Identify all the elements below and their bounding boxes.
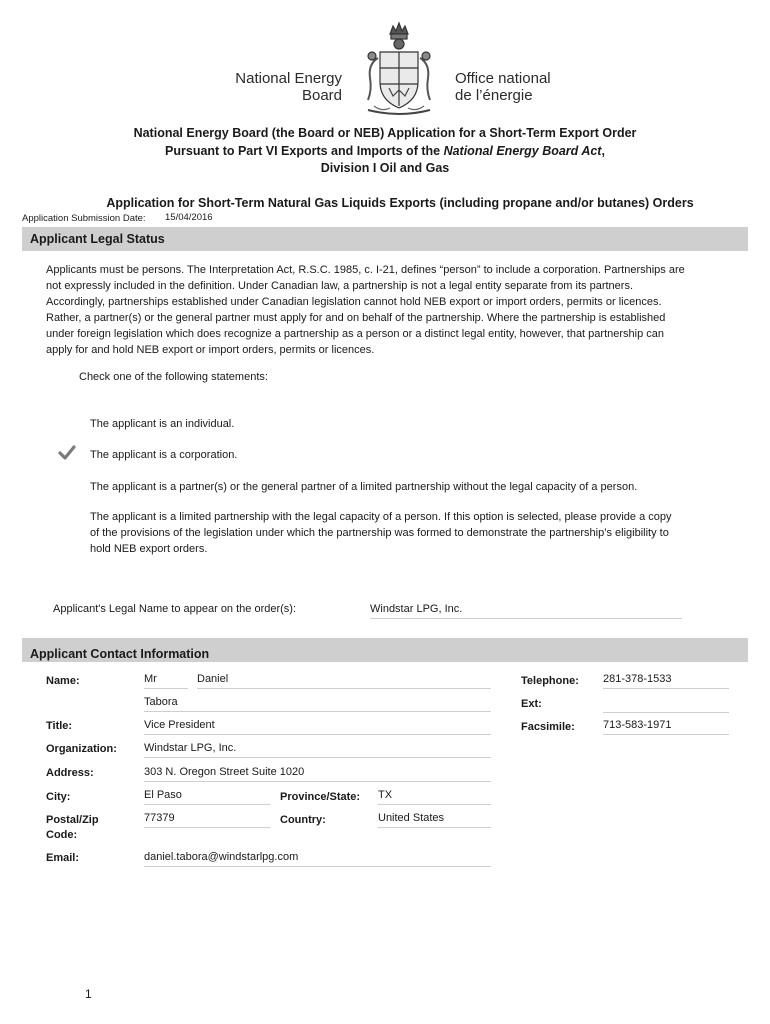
organization-label: Organization: — [46, 743, 117, 755]
title-line1: National Energy Board (the Board or NEB) Application for a Short-Term Export Order — [133, 126, 637, 140]
org-en-line1: National Energy — [235, 70, 342, 87]
country-label: Country: — [280, 814, 326, 826]
city-label: City: — [46, 791, 71, 803]
ext-label: Ext: — [521, 698, 542, 710]
email-field[interactable]: daniel.tabora@windstarlpg.com — [144, 851, 491, 867]
document-title — [80, 125, 690, 178]
telephone-label: Telephone: — [521, 675, 579, 687]
page-number: 1 — [85, 987, 92, 1001]
coat-of-arms-icon — [360, 20, 438, 120]
name-label: Name: — [46, 675, 80, 687]
title-line2-suffix: , — [601, 143, 605, 158]
legal-status-paragraph: Applicants must be persons. The Interpretation Act, R.S.C. 1985, c. I-21, defines “person” to include a corporation. Partnerships are not expressly included in the definition. Under Canadian law, a partnership is not a legal entity separate from its partners. Accordingly, partnerships established under Canadian legislation cannot hold NEB export or import orders, permits or licences. Rather, a partner(s) or the general partner must apply for and on behalf of the partnership. Where the partnership is established under foreign legislation which does recognize a partnership as a person or a distinct legal entity, however, that partnership can apply for and hold NEB export or import orders, permits or licences. — [46, 264, 685, 356]
first-name-field[interactable]: Daniel — [197, 673, 491, 689]
province-label: Province/State: — [280, 791, 361, 803]
contact-section-title: Applicant Contact Information — [30, 647, 210, 661]
city-field[interactable]: El Paso — [144, 789, 270, 805]
title-field[interactable]: Vice President — [144, 719, 491, 735]
option-limited-partnership[interactable]: The applicant is a limited partnership with the legal capacity of a person. If this option is selected, please provide a copy of the provisions of the legislation under which the partnership was formed to demonstrate the partnership’s eligibility to hold NEB export orders. — [90, 511, 672, 555]
title-line3: Division I Oil and Gas — [320, 161, 450, 175]
ext-field[interactable] — [603, 696, 729, 713]
country-field[interactable]: United States — [378, 812, 491, 828]
salutation-field[interactable]: Mr — [144, 673, 188, 689]
legal-name-label: Applicant's Legal Name to appear on the order(s): — [53, 603, 297, 615]
province-field[interactable]: TX — [378, 789, 491, 805]
facsimile-label: Facsimile: — [521, 721, 575, 733]
submission-date-label: Application Submission Date: — [22, 213, 146, 224]
application-subtitle: Application for Short-Term Natural Gas Liquids Exports (including propane and/or butanes) Orders — [106, 196, 694, 210]
title-line2 — [80, 143, 690, 161]
submission-date-value[interactable]: 15/04/2016 — [165, 212, 213, 223]
legal-status-section-header — [22, 227, 748, 251]
option-corporation[interactable]: The applicant is a corporation. — [90, 449, 238, 461]
telephone-field[interactable]: 281-378-1533 — [603, 673, 729, 689]
org-name-english — [200, 70, 342, 104]
postal-label-line2: Code: — [46, 829, 78, 841]
postal-label-line1: Postal/Zip — [46, 814, 99, 826]
check-instruction: Check one of the following statements: — [79, 371, 268, 383]
legal-name-field[interactable]: Windstar LPG, Inc. — [370, 603, 682, 619]
postal-field[interactable]: 77379 — [144, 812, 270, 828]
postal-label — [46, 813, 99, 843]
org-fr-line2: de l’énergie — [455, 87, 533, 104]
title-line2-prefix: Pursuant to Part VI Exports and Imports of the — [165, 143, 444, 158]
option-partner[interactable]: The applicant is a partner(s) or the general partner of a limited partnership without the legal capacity of a person. — [90, 481, 638, 493]
legal-status-section-title: Applicant Legal Status — [30, 232, 165, 246]
title-act-name: National Energy Board Act — [443, 143, 602, 158]
org-en-line2: Board — [301, 87, 342, 104]
title-label: Title: — [46, 720, 73, 732]
address-field[interactable]: 303 N. Oregon Street Suite 1020 — [144, 766, 491, 782]
option-individual[interactable]: The applicant is an individual. — [90, 418, 235, 430]
checkmark-icon[interactable] — [58, 444, 76, 462]
organization-field[interactable]: Windstar LPG, Inc. — [144, 742, 491, 758]
facsimile-field[interactable]: 713-583-1971 — [603, 719, 729, 735]
address-label: Address: — [46, 767, 94, 779]
last-name-field[interactable]: Tabora — [144, 696, 491, 712]
contact-section-header — [22, 638, 748, 662]
org-name-french — [455, 70, 655, 104]
org-fr-line1: Office national — [455, 70, 551, 87]
email-label: Email: — [46, 852, 80, 864]
